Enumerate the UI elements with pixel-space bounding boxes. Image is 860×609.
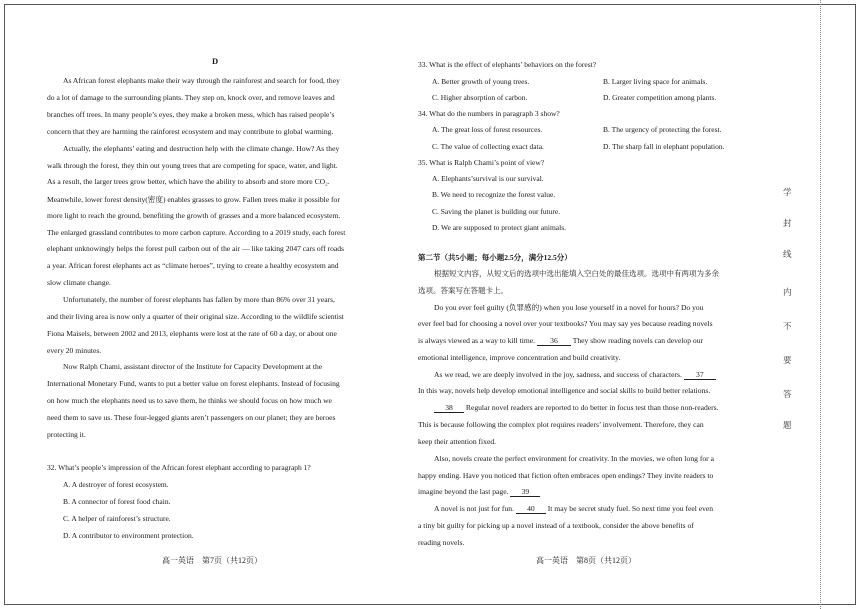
question-32-option-d: D. A contributor to environment protection.: [63, 531, 194, 540]
passage-line: branches off trees. In many people’s eyes, they make a broken mess, which has raised people’s: [47, 110, 335, 119]
blank-40[interactable]: 40: [516, 504, 546, 514]
binding-line: [820, 0, 822, 609]
passage-line: slow climate change.: [47, 278, 111, 287]
question-33-option-a: A. Better growth of young trees.: [432, 77, 530, 86]
question-35-option-b: B. We need to recognize the forest value.: [432, 190, 556, 199]
question-34-option-c: C. The value of collecting exact data.: [432, 142, 544, 151]
passage-line: [418, 487, 540, 497]
question-32-option-a: A. A destroyer of forest ecosystem.: [63, 480, 169, 489]
section-2-instructions-cont: 选项。答案写在答题卡上。: [418, 286, 508, 295]
section-2-title: 第二节（共5小题；每小题2.5分，满分12.5分）: [418, 253, 572, 262]
passage-line: Meanwhile, lower forest density(密度) enables grasses to grow. Fallen trees make it possible for: [47, 195, 340, 204]
question-34-option-b: B. The urgency of protecting the forest.: [603, 125, 722, 134]
question-35-option-a: A. Elephants’survival is our survival.: [432, 174, 544, 183]
passage-line: Also, novels create the perfect environment for creativity. In the movies, we often long for a: [434, 454, 714, 463]
passage-line: and their living area is now only a quarter of their original size. According to the wildlife scientist: [47, 312, 344, 321]
passage-line: As African forest elephants make their way through the rainforest and search for food, they: [63, 76, 340, 85]
passage-text: They show reading novels can develop our: [572, 336, 704, 345]
passage-line: [418, 336, 703, 346]
page-footer-right: 高一英语 第8页（共12页）: [536, 556, 636, 565]
passage-line: every 20 minutes.: [47, 346, 102, 355]
question-34-option-d: D. The sharp fall in elephant population.: [603, 142, 725, 151]
passage-line: Unfortunately, the number of forest elephants has fallen by more than 86% over 31 years,: [63, 295, 335, 304]
passage-line: emotional intelligence, improve concentration and build creativity.: [418, 353, 621, 362]
passage-line: Fiona Maisels, between 2002 and 2013, elephants were lost at the rate of 60 a day, or about one: [47, 329, 337, 338]
passage-text: It may be secret study fuel. So next time you feel even: [547, 504, 714, 513]
margin-char: 题: [783, 420, 792, 430]
margin-char: 不: [783, 321, 792, 331]
passage-line: elephant unknowingly helps the forest pull carbon out of the air — like taking 2047 cars off roads: [47, 244, 344, 253]
question-33-option-c: C. Higher absorption of carbon.: [432, 93, 528, 102]
question-32-stem: 32. What’s people’s impression of the African forest elephant according to paragraph 1?: [47, 463, 311, 472]
question-32-option-b: B. A connector of forest food chain.: [63, 497, 171, 506]
passage-line: Actually, the elephants’ eating and destruction help with the climate change. How? As they: [63, 144, 340, 153]
margin-char: 线: [783, 249, 792, 259]
passage-line: ever feel bad for choosing a novel over your textbooks? You may say yes because reading novels: [418, 319, 713, 328]
passage-text: As we read, we are deeply involved in the joy, sadness, and success of characters.: [434, 370, 682, 379]
margin-char: 答: [783, 389, 792, 399]
passage-line: walk through the forest, they thin out young trees that are competing for space, water, and light.: [47, 161, 338, 170]
margin-char: 学: [783, 187, 792, 197]
passage-text: imagine beyond the last page.: [418, 487, 509, 496]
passage-line: As a result, the larger trees grow better, which have the ability to absorb and store more CO₂.: [47, 177, 330, 186]
question-34-option-a: A. The great loss of forest resources.: [432, 125, 543, 134]
question-35-option-d: D. We are supposed to protect giant animals.: [432, 223, 567, 232]
passage-line: [434, 504, 713, 514]
passage-line: [434, 370, 716, 380]
passage-line: The enlarged grassland contributes to more carbon capture. According to a 2019 study, each forest: [47, 228, 346, 237]
passage-line: This is because following the complex plot requires readers’ involvement. Therefore, they can: [418, 420, 704, 429]
blank-38[interactable]: 38: [434, 403, 464, 413]
margin-char: 要: [783, 355, 792, 365]
question-32-option-c: C. A helper of rainforest’s structure.: [63, 514, 171, 523]
passage-line: protecting it.: [47, 430, 86, 439]
passage-line: [434, 403, 719, 413]
blank-36[interactable]: 36: [537, 336, 571, 346]
passage-line: concern that they are harming the rainforest ecosystem and may contribute to global warming.: [47, 127, 334, 136]
passage-line: reading novels.: [418, 538, 465, 547]
passage-line: Now Ralph Chami, assistant director of the Institute for Capacity Development at the: [63, 362, 323, 371]
passage-line: In this way, novels help develop emotional intelligence and social skills to build better relations.: [418, 386, 711, 395]
section-2-instructions: 根据短文内容，从短文后的选项中选出能填入空白处的最佳选项。选项中有两项为多余: [434, 269, 719, 278]
passage-line: do a lot of damage to the surrounding plants. They step on, knock over, and remove leaves and: [47, 93, 335, 102]
margin-char: 封: [783, 218, 792, 228]
passage-line: need them to save us. These four-legged giants aren’t passengers on our planet; they are heroes: [47, 413, 336, 422]
section-label: D: [212, 56, 219, 66]
question-33-stem: 33. What is the effect of elephants’ behaviors on the forest?: [418, 60, 597, 69]
passage-line: keep their attention fixed.: [418, 437, 497, 446]
passage-line: International Monetary Fund, wants to put a better value on forest elephants. Instead of focusing: [47, 379, 340, 388]
passage-text: A novel is not just for fun.: [434, 504, 514, 513]
question-35-option-c: C. Saving the planet is building our future.: [432, 207, 561, 216]
passage-line: a tiny bit guilty for picking up a novel instead of a textbook, consider the above benefits of: [418, 521, 694, 530]
question-34-stem: 34. What do the numbers in paragraph 3 show?: [418, 109, 560, 118]
passage-line: on how much the elephants need us to save them, he thinks we should focus on how much we: [47, 396, 332, 405]
passage-line: more light to reach the ground, benefiting the growth of grasses and a more balanced ecosystem.: [47, 211, 341, 220]
blank-37[interactable]: 37: [684, 370, 716, 380]
passage-line: Do you ever feel guilty (负罪感的) when you lose yourself in a novel for hours? Do you: [434, 303, 704, 312]
passage-line: a year. African forest elephants act as “climate heroes”, trying to create a healthy ecosystem and: [47, 261, 339, 270]
blank-39[interactable]: 39: [510, 487, 540, 497]
passage-text: Regular novel readers are reported to do better in focus test than those non-readers.: [465, 403, 719, 412]
passage-text: is always viewed as a way to kill time.: [418, 336, 536, 345]
question-33-option-b: B. Larger living space for animals.: [603, 77, 708, 86]
question-33-option-d: D. Greater competition among plants.: [603, 93, 717, 102]
page-footer-left: 高一英语 第7页（共12页）: [162, 556, 262, 565]
margin-char: 内: [783, 287, 792, 297]
question-35-stem: 35. What is Ralph Chami’s point of view?: [418, 158, 545, 167]
passage-line: happy ending. Have you noticed that fiction often embraces open endings? They invite readers to: [418, 471, 714, 480]
